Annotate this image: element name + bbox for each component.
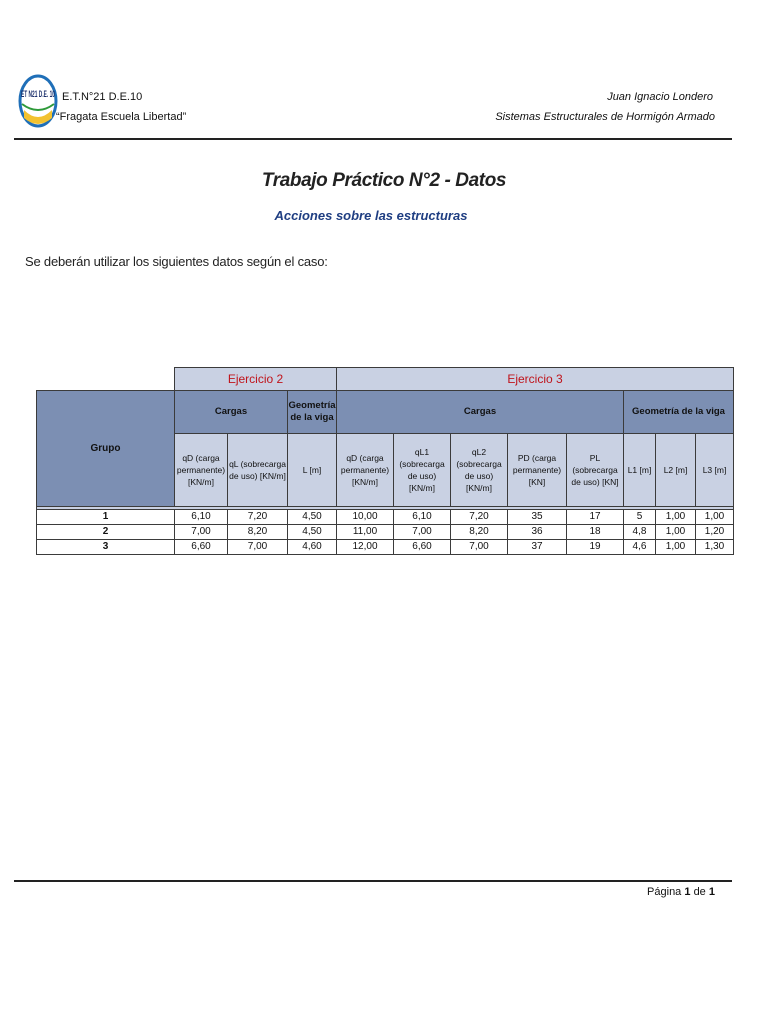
data-table (36, 367, 734, 555)
table-cell: 1,00 (656, 510, 696, 525)
grupo-cell: 3 (37, 540, 175, 555)
header-rule (14, 138, 732, 140)
school-name: E.T.N°21 D.E.10 (62, 91, 143, 103)
table-cell: 1,00 (656, 540, 696, 555)
group-header-row (37, 391, 734, 434)
page-title: Trabajo Práctico N°2 - Datos (261, 170, 507, 191)
col-header: L3 [m] (696, 434, 734, 507)
page-total: 1 (708, 886, 715, 898)
table-cell: 11,00 (337, 525, 394, 540)
col-header: qL2 (sobrecarga de uso) [KN/m] (451, 434, 508, 507)
exercise-3-header: Ejercicio 3 (337, 368, 734, 391)
page-current: 1 (684, 886, 691, 898)
course-subject: Sistemas Estructurales de Hormigón Armado (495, 111, 715, 123)
table-cell: 10,00 (337, 510, 394, 525)
svg-text:ET N21 D.E. 10: ET N21 D.E. 10 (21, 89, 55, 99)
intro-text: Se deberán utilizar los siguientes datos según el caso: (25, 254, 328, 269)
table-cell: 6,60 (394, 540, 451, 555)
table-cell: 8,20 (228, 525, 288, 540)
table-cell: 1,20 (696, 525, 734, 540)
table-cell: 7,20 (228, 510, 288, 525)
table-cell: 4,6 (624, 540, 656, 555)
table-row (37, 540, 734, 555)
footer-rule (14, 880, 732, 882)
exercise-header-row (37, 368, 734, 391)
page-number (647, 886, 715, 898)
col-header: qL (sobrecarga de uso) [KN/m] (228, 434, 288, 507)
table-cell: 4,60 (288, 540, 337, 555)
col-header: L2 [m] (656, 434, 696, 507)
table-cell: 5 (624, 510, 656, 525)
grupo-cell: 1 (37, 510, 175, 525)
table-cell: 7,00 (451, 540, 508, 555)
table-cell: 4,50 (288, 510, 337, 525)
table-cell: 17 (567, 510, 624, 525)
cargas-header-ex2: Cargas (175, 391, 288, 434)
blank-corner (37, 368, 175, 391)
col-header: L [m] (288, 434, 337, 507)
table-cell: 4,50 (288, 525, 337, 540)
school-logo (18, 74, 58, 128)
table-cell: 8,20 (451, 525, 508, 540)
table-row (37, 525, 734, 540)
table-cell: 36 (508, 525, 567, 540)
table-cell: 18 (567, 525, 624, 540)
table-cell: 4,8 (624, 525, 656, 540)
author-name: Juan Ignacio Londero (607, 91, 713, 103)
table-cell: 7,20 (451, 510, 508, 525)
table-cell: 7,00 (394, 525, 451, 540)
table-cell: 1,00 (656, 525, 696, 540)
grupo-cell: 2 (37, 525, 175, 540)
geometria-header-ex2: Geometría de la viga (288, 391, 337, 434)
table-cell: 35 (508, 510, 567, 525)
page-prefix: Página (647, 886, 682, 898)
table-cell: 12,00 (337, 540, 394, 555)
table-cell: 1,30 (696, 540, 734, 555)
geometria-header-ex3: Geometría de la viga (624, 391, 734, 434)
table-cell: 6,10 (175, 510, 228, 525)
col-header: qD (carga permanente) [KN/m] (337, 434, 394, 507)
table-cell: 19 (567, 540, 624, 555)
exercise-2-header: Ejercicio 2 (175, 368, 337, 391)
col-header: qD (carga permanente) [KN/m] (175, 434, 228, 507)
table-cell: 6,10 (394, 510, 451, 525)
table-cell: 37 (508, 540, 567, 555)
table-cell: 7,00 (175, 525, 228, 540)
page-of: de (693, 886, 706, 898)
page-subtitle: Acciones sobre las estructuras (274, 208, 468, 223)
table-row (37, 510, 734, 525)
col-header: qL1 (sobrecarga de uso) [KN/m] (394, 434, 451, 507)
school-motto: “Fragata Escuela Libertad” (56, 111, 187, 123)
col-header: PL (sobrecarga de uso) [KN] (567, 434, 624, 507)
table-cell: 6,60 (175, 540, 228, 555)
grupo-header: Grupo (37, 391, 175, 507)
cargas-header-ex3: Cargas (337, 391, 624, 434)
table-cell: 7,00 (228, 540, 288, 555)
table-cell: 1,00 (696, 510, 734, 525)
col-header: PD (carga permanente) [KN] (508, 434, 567, 507)
col-header: L1 [m] (624, 434, 656, 507)
